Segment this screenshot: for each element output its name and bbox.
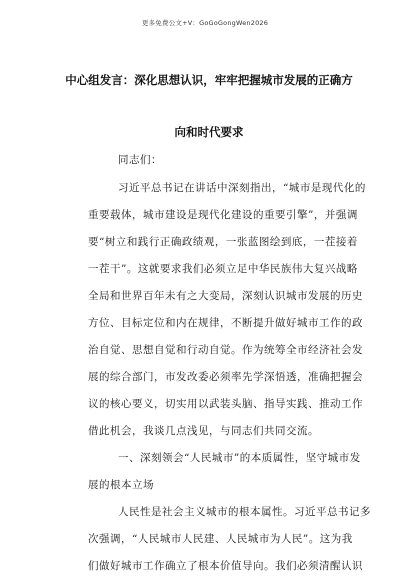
paragraph-1-line: 展的综合部门，市发改委必须率先学深悟透，准确把握会 bbox=[88, 371, 363, 383]
paragraph-1-line: 方位、目标定位和内在规律，不断提升做好城市工作的政 bbox=[88, 317, 363, 329]
paragraph-1-line: 借此机会，我谈几点浅见，与同志们共同交流。 bbox=[88, 425, 319, 437]
paragraph-2-line: 们做好城市工作确立了根本价值导向。我们必须清醒认识 bbox=[88, 560, 363, 572]
salutation: 同志们： bbox=[118, 154, 162, 166]
document-title-line-2: 向和时代要求 bbox=[174, 125, 244, 139]
paragraph-1-line: 重要载体，城市建设是现代化建设的重要引擎”，并强调 bbox=[88, 209, 358, 221]
paragraph-1-line: 治自觉、思想自觉和行动自觉。作为统筹全市经济社会发 bbox=[88, 344, 363, 356]
section-1-heading-line: 展的根本立场 bbox=[88, 479, 154, 491]
paragraph-1-line: 全局和世界百年未有之大变局，深刻认识城市发展的历史 bbox=[88, 290, 363, 302]
document-title-line-1: 中心组发言：深化思想认识，牢牢把握城市发展的正确方 bbox=[65, 73, 353, 87]
paragraph-2-line: 人民性是社会主义城市的根本属性。习近平总书记多 bbox=[118, 506, 371, 518]
paragraph-1-line: 议的核心要义，切实用以武装头脑、指导实践、推动工作 bbox=[88, 398, 363, 410]
header-note: 更多免费公文+V：GoGoGongWen2026 bbox=[141, 19, 269, 27]
paragraph-2-line: 次强调，“人民城市人民建、人民城市为人民”。这为我 bbox=[88, 533, 353, 545]
section-1-heading-line: 一、深刻领会“人民城市”的本质属性，坚守城市发 bbox=[118, 452, 361, 464]
paragraph-1-line: 要“树立和践行正确政绩观，一张蓝图绘到底，一茬接着 bbox=[88, 236, 358, 248]
paragraph-1-line: 习近平总书记在讲话中深刻指出，“城市是现代化的 bbox=[118, 182, 366, 194]
paragraph-1-line: 一茬干”。这就要求我们必须立足中华民族伟大复兴战略 bbox=[88, 263, 358, 275]
